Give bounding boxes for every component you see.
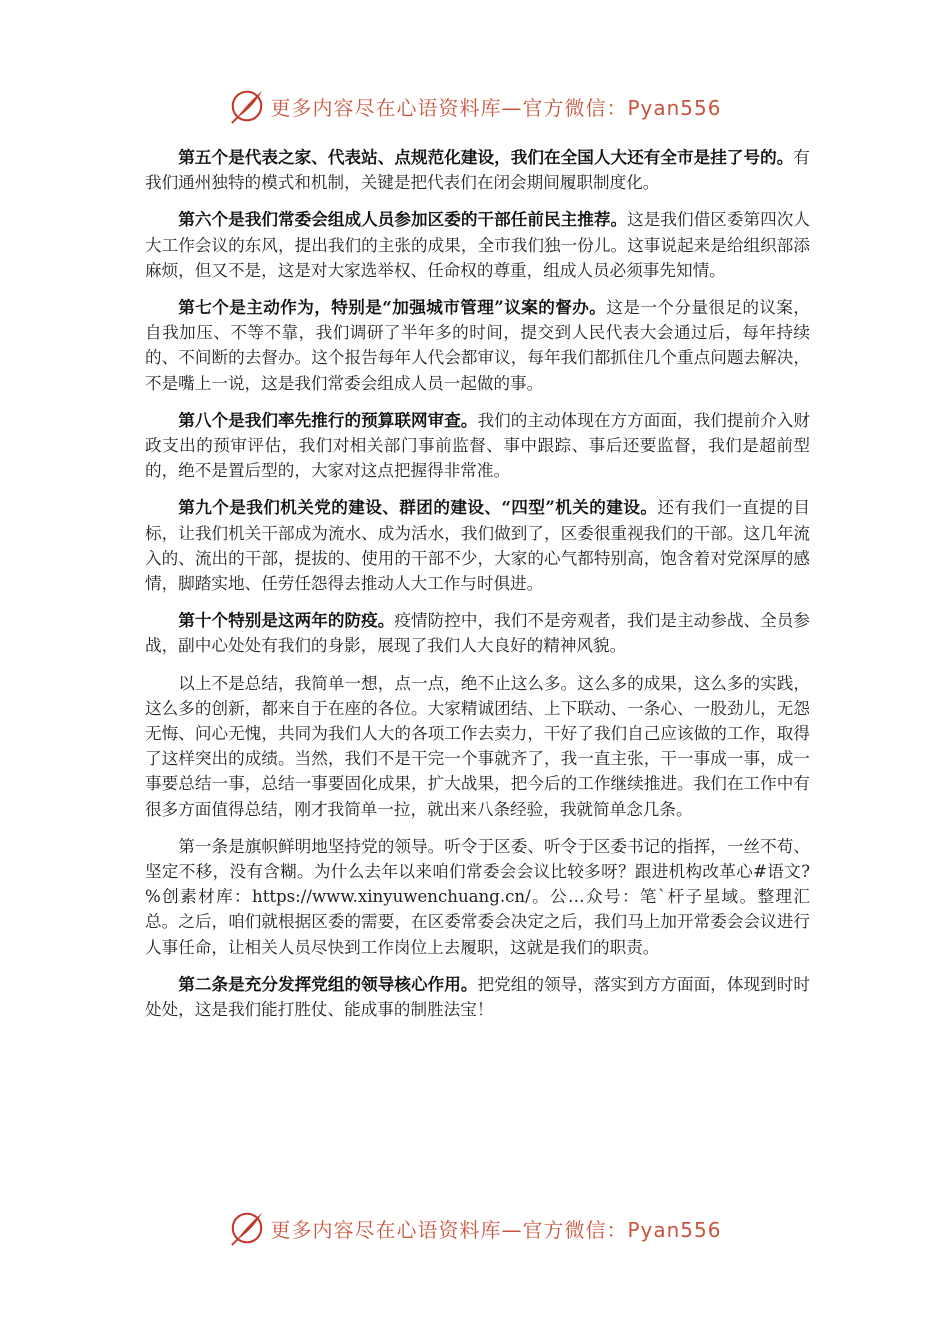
paragraph-lead: 第七个是主动作为，特别是“加强城市管理”议案的督办。 bbox=[178, 297, 607, 318]
paragraph-lead: 第八个是我们率先推行的预算联网审查。 bbox=[178, 409, 478, 430]
paragraph-lead: 第十个特别是这两年的防疫。 bbox=[178, 610, 395, 631]
paragraph-text: 我们的主动体现在方方面面，我们提前介入财政支出的预审评估，我们对相关部门事前监督、事中跟踪、事后还要监督，我们是超前型的，绝不是置后型的，大家对这点把握得非常准。 bbox=[145, 410, 811, 481]
footer-banner-text: 更多内容尽在心语资料库—官方微信：Pyan556 bbox=[270, 1217, 722, 1242]
paragraph-lead: 第六个是我们常委会组成人员参加区委的干部任前民主推荐。 bbox=[178, 209, 628, 230]
paragraph-lead: 第五个是代表之家、代表站、点规范化建设，我们在全国人大还有全市是挂了号的。 bbox=[178, 147, 794, 167]
paragraph-lead: 第二条是充分发挥党组的领导核心作用。 bbox=[178, 973, 478, 994]
header-banner-text: 更多内容尽在心语资料库—官方微信：Pyan556 bbox=[270, 95, 722, 120]
quill-logo-icon bbox=[228, 87, 266, 125]
paragraph bbox=[145, 608, 810, 658]
paragraph bbox=[145, 207, 810, 283]
paragraph bbox=[145, 972, 810, 1022]
paragraph-text: 以上不是总结，我简单一想，点一点，绝不止这么多。这么多的成果，这么多的实践，这么多的创新，都来自于在座的各位。大家精诚团结、上下联动、一条心、一股劲儿，无怨无悔、问心无愧，共同为我们人大的各项工作去卖力，干好了我们自己应该做的工作，取得了这样突出的成绩。当然，我们不是干完一个事就齐了，我一直主张，干一事成一事，成一事要总结一事，总结一事要固化成果，扩大战果，把今后的工作继续推进。我们在工作中有很多方面值得总结，刚才我简单一拉，就出来八条经验，我就简单念几条。 bbox=[145, 673, 810, 819]
paragraph bbox=[145, 408, 810, 484]
document-body bbox=[145, 145, 810, 1034]
paragraph-text: 这是一个分量很足的议案，自我加压、不等不靠，我们调研了半年多的时间，提交到人民代表大会通过后，每年持续的、不间断的去督办。这个报告每年人代会都审议，每年我们都抓住几个重点问题去解决，不是嘴上一说，这是我们常委会组成人员一起做的事。 bbox=[145, 298, 810, 393]
paragraph-text: 疫情防控中，我们不是旁观者，我们是主动参战、全员参战，副中心处处有我们的身影，展现了我们人大良好的精神风貌。 bbox=[145, 611, 811, 656]
paragraph bbox=[145, 495, 810, 596]
paragraph bbox=[145, 145, 810, 195]
paragraph-text: 还有我们一直提的目标，让我们机关干部成为流水、成为活水，我们做到了，区委很重视我们的干部。这几年流入的、流出的干部，提拔的、使用的干部不少，大家的心气都特别高，饱含着对党深厚的感情，脚踏实地、任劳任怨得去推动人大工作与时俱进。 bbox=[145, 498, 811, 594]
paragraph bbox=[145, 834, 810, 960]
footer-banner bbox=[0, 1208, 950, 1248]
paragraph-text: 有我们通州独特的模式和机制，关键是把代表们在闭会期间履职制度化。 bbox=[145, 148, 810, 193]
paragraph bbox=[145, 295, 810, 396]
header-banner bbox=[0, 86, 950, 126]
paragraph-text: 第一条是旗帜鲜明地坚持党的领导。听令于区委、听令于区委书记的指挥，一丝不苟、坚定不移，没有含糊。为什么去年以来咱们常委会会议比较多呀？跟进机构改革心#语文?%创素材库：https://www.xinyuwenchuang.cn/。公…众号：笔`杆子星域。整理汇总。之后，咱们就根据区委的需要，在区委常委会决定之后，我们马上加开常委会会议进行人事任命，让相关人员尽快到工作岗位上去履职，这就是我们的职责。 bbox=[145, 836, 810, 957]
paragraph-text: 把党组的领导，落实到方方面面，体现到时时处处，这是我们能打胜仗、能成事的制胜法宝！ bbox=[145, 974, 811, 1020]
paragraph-lead: 第九个是我们机关党的建设、群团的建设、“四型”机关的建设。 bbox=[178, 497, 658, 518]
paragraph bbox=[145, 671, 810, 822]
paragraph-text: 这是我们借区委第四次人大工作会议的东风，提出我们的主张的成果，全市我们独一份儿。这事说起来是给组织部添麻烦，但又不是，这是对大家选举权、任命权的尊重，组成人员必须事先知情。 bbox=[145, 210, 811, 280]
quill-logo-icon bbox=[228, 1209, 266, 1247]
